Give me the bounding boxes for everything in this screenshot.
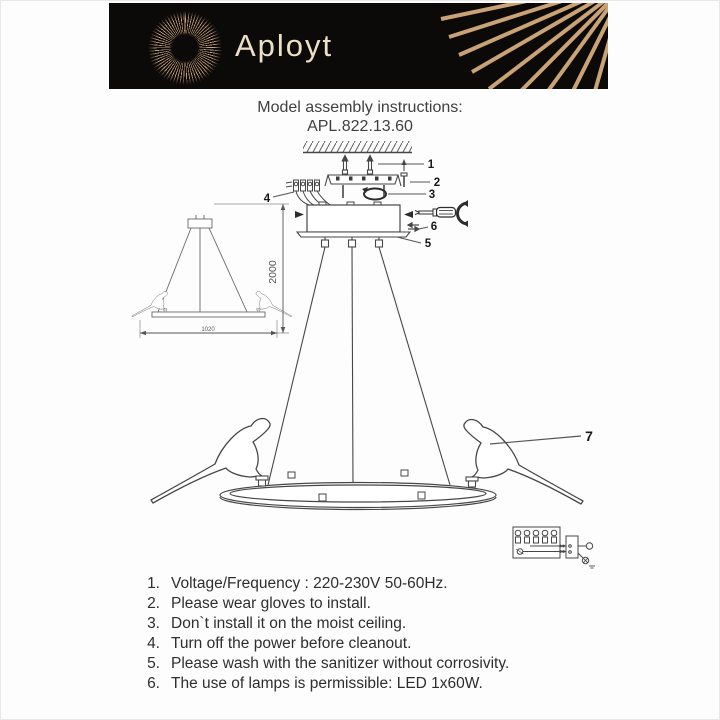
- item-number: 4.: [147, 635, 160, 652]
- leader-4: [273, 192, 294, 197]
- item-number: 2.: [147, 595, 160, 612]
- title-block: [0, 98, 720, 136]
- callout-1: 1: [427, 159, 435, 171]
- item-text: Please wash with the sanitizer without corrosivity.: [171, 655, 510, 672]
- callout-6: 6: [430, 221, 438, 233]
- callout-7: 7: [585, 428, 593, 444]
- item-number: 6.: [147, 675, 160, 692]
- instruction-item: [108, 654, 608, 674]
- mounting-bracket: [325, 175, 401, 198]
- assembly-diagram: [0, 132, 720, 574]
- item-number: 3.: [147, 615, 160, 632]
- instruction-item: [108, 574, 608, 594]
- instruction-item: [108, 614, 608, 634]
- screwdriver-icon: [415, 200, 468, 227]
- slide-arrows-icon: [408, 223, 419, 231]
- page-title: Model assembly instructions:: [257, 99, 463, 116]
- item-text: Don`t install it on the moist ceiling.: [171, 615, 407, 632]
- model-number: APL.822.13.60: [307, 118, 413, 135]
- callout-4: 4: [263, 193, 271, 205]
- screw-up-arrow: [401, 159, 407, 187]
- callout-5: 5: [424, 238, 432, 250]
- instructions-list: [108, 574, 608, 694]
- ceiling-canopy: [295, 202, 413, 247]
- rays-decoration-icon: [109, 3, 608, 89]
- wiring-diagram: [513, 527, 595, 568]
- ceiling-hatch: [303, 141, 412, 153]
- leader-5: [397, 237, 421, 243]
- callout-3: 3: [428, 189, 436, 201]
- suspension-cables: [268, 247, 450, 486]
- instruction-item: [108, 594, 608, 614]
- item-number: 5.: [147, 655, 160, 672]
- brand-banner: [109, 3, 608, 89]
- brand-name: Aployt: [235, 28, 334, 63]
- item-text: The use of lamps is permissible: LED 1x60W.: [171, 675, 483, 692]
- leader-6: [419, 227, 428, 229]
- instruction-item: [108, 674, 608, 694]
- width-dimension-label: 1020: [201, 327, 215, 333]
- anchor-dowels: [342, 156, 373, 175]
- item-text: Please wear gloves to install.: [171, 595, 371, 612]
- item-text: Turn off the power before cleanout.: [171, 635, 412, 652]
- rotate-screw-icon: [362, 187, 386, 200]
- instruction-item: [108, 634, 608, 654]
- terminal-block: [286, 180, 334, 207]
- callout-2: 2: [433, 177, 441, 189]
- height-dimension-label: 2000: [267, 260, 279, 284]
- item-text: Voltage/Frequency : 220-230V 50-60Hz.: [171, 575, 448, 592]
- item-number: 1.: [147, 575, 160, 592]
